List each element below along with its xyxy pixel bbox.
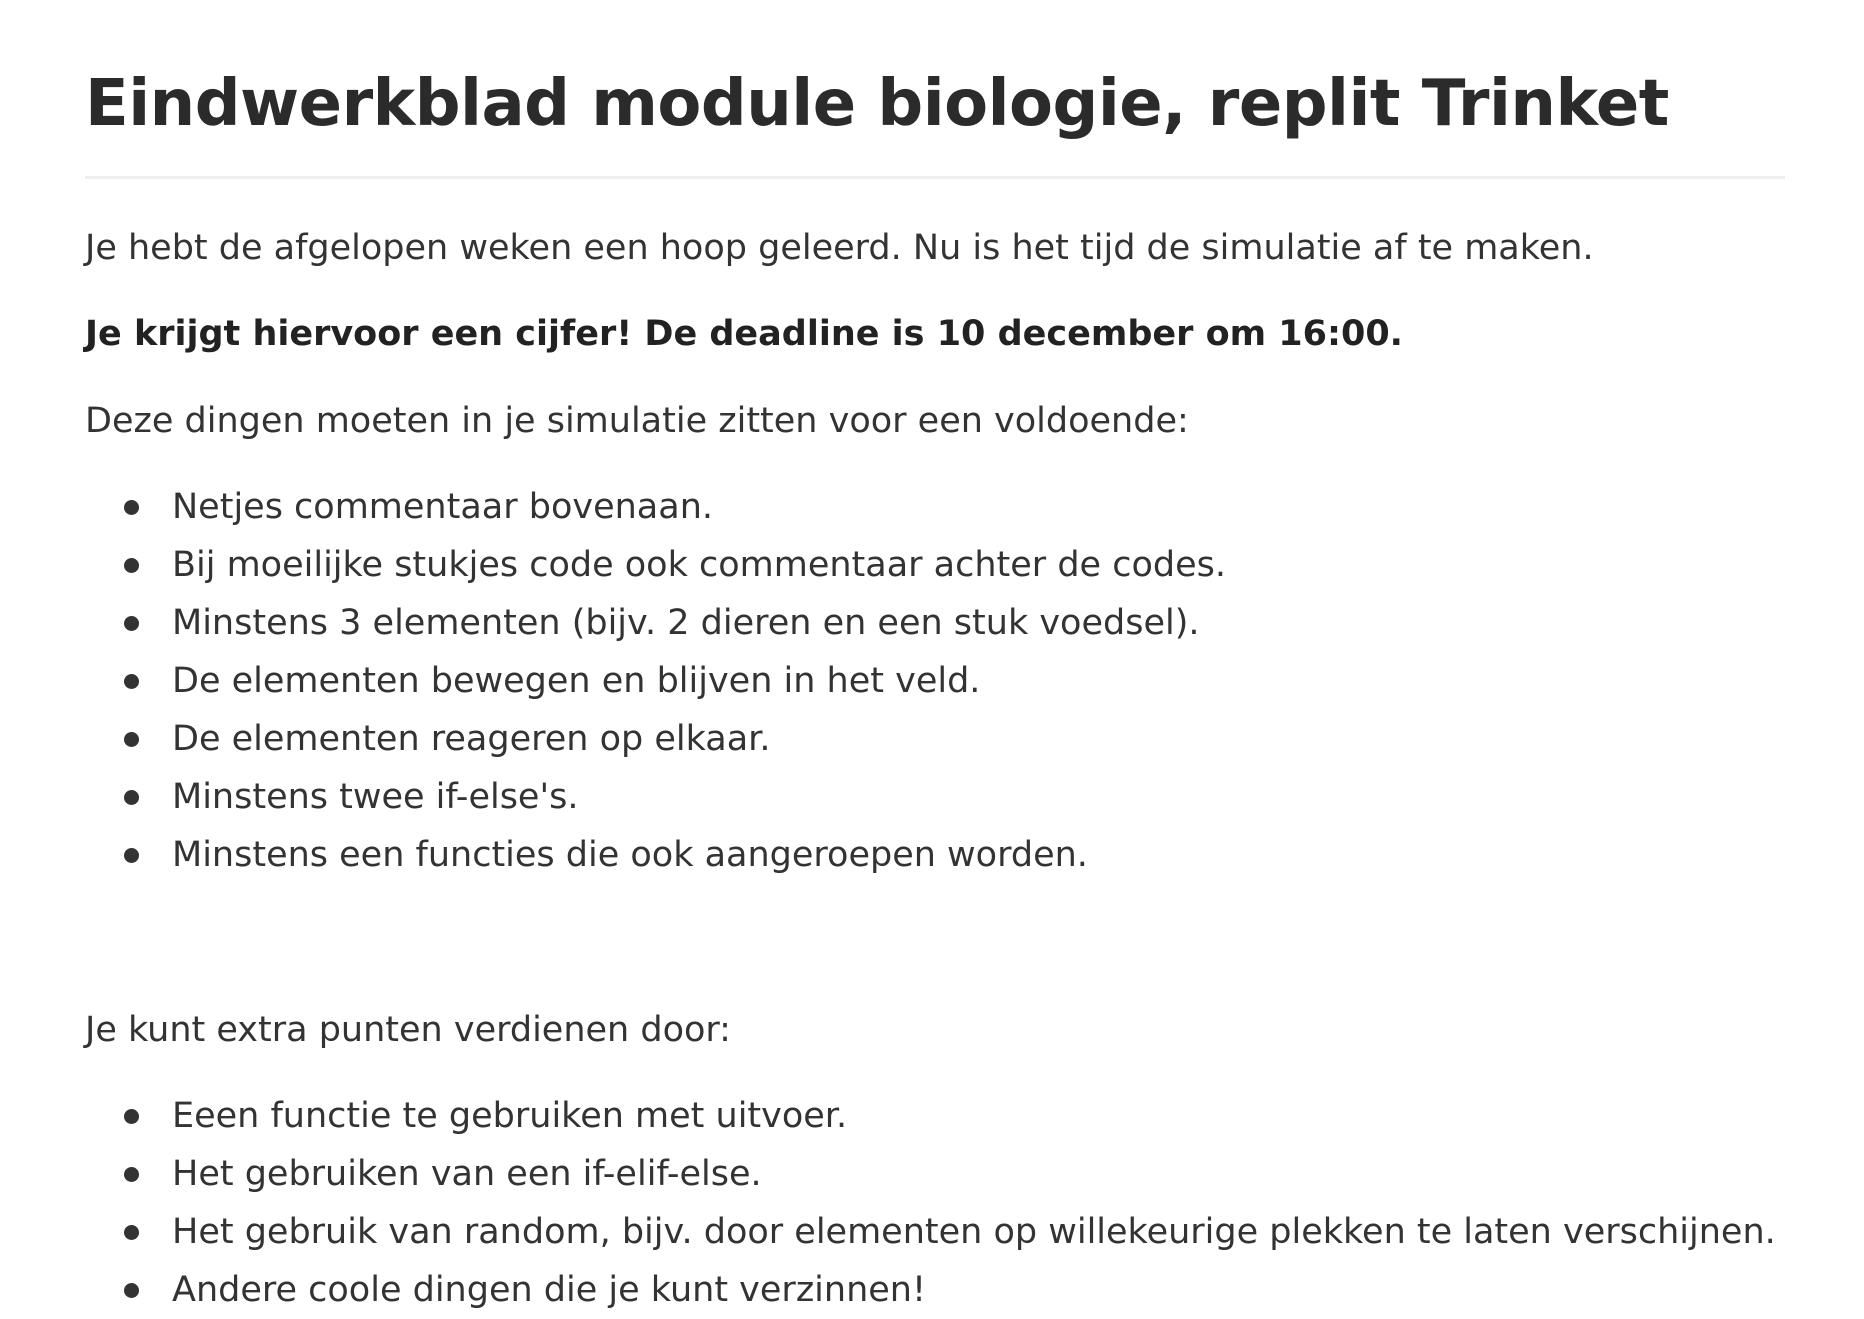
list-item-text: De elementen reageren op elkaar. — [172, 719, 771, 759]
bullet-icon — [124, 790, 139, 805]
list-item-text: Minstens een functies die ook aangeroepen worden. — [172, 835, 1088, 875]
extra-points-list — [85, 1087, 1779, 1319]
list-item — [85, 710, 1779, 768]
list-item — [85, 478, 1779, 536]
section-spacer — [85, 884, 1779, 1001]
list-item — [85, 1203, 1779, 1261]
list-item-text: Netjes commentaar bovenaan. — [172, 487, 714, 527]
list-item-text: Het gebruik van random, bijv. door elementen op willekeurige plekken te laten verschijnen. — [172, 1212, 1776, 1252]
bullet-icon — [124, 558, 139, 573]
requirements-list — [85, 478, 1779, 884]
list-item-text: Andere coole dingen die je kunt verzinnen! — [172, 1270, 927, 1310]
intro-paragraph: Je hebt de afgelopen weken een hoop geleerd. Nu is het tijd de simulatie af te maken. — [85, 228, 1594, 268]
list-item — [85, 768, 1779, 826]
list-item-text: Bij moeilijke stukjes code ook commentaar achter de codes. — [172, 545, 1226, 585]
bullet-icon — [124, 848, 139, 863]
requirements-lead: Deze dingen moeten in je simulatie zitten voor een voldoende: — [85, 401, 1189, 441]
bullet-icon — [124, 732, 139, 747]
list-item — [85, 1261, 1779, 1319]
deadline-notice: Je krijgt hiervoor een cijfer! De deadline is 10 december om 16:00. — [85, 314, 1403, 354]
bullet-icon — [124, 616, 139, 631]
list-item-text: Minstens twee if-else's. — [172, 777, 579, 817]
list-item — [85, 1145, 1779, 1203]
list-item-text: De elementen bewegen en blijven in het veld. — [172, 661, 981, 701]
list-item — [85, 826, 1779, 884]
bullet-icon — [124, 674, 139, 689]
bullet-icon — [124, 500, 139, 515]
title-divider — [85, 176, 1785, 179]
bullet-icon — [124, 1283, 139, 1298]
list-item-text: Het gebruiken van een if-elif-else. — [172, 1154, 762, 1194]
list-item — [85, 1087, 1779, 1145]
extra-points-lead: Je kunt extra punten verdienen door: — [85, 1010, 731, 1050]
page-title: Eindwerkblad module biologie, replit Trinket — [85, 67, 1669, 141]
list-item — [85, 536, 1779, 594]
bullet-icon — [124, 1109, 139, 1124]
bullet-icon — [124, 1167, 139, 1182]
list-item-text: Eeen functie te gebruiken met uitvoer. — [172, 1096, 848, 1136]
list-item — [85, 594, 1779, 652]
bullet-icon — [124, 1225, 139, 1240]
list-item-text: Minstens 3 elementen (bijv. 2 dieren en een stuk voedsel). — [172, 603, 1200, 643]
list-item — [85, 652, 1779, 710]
